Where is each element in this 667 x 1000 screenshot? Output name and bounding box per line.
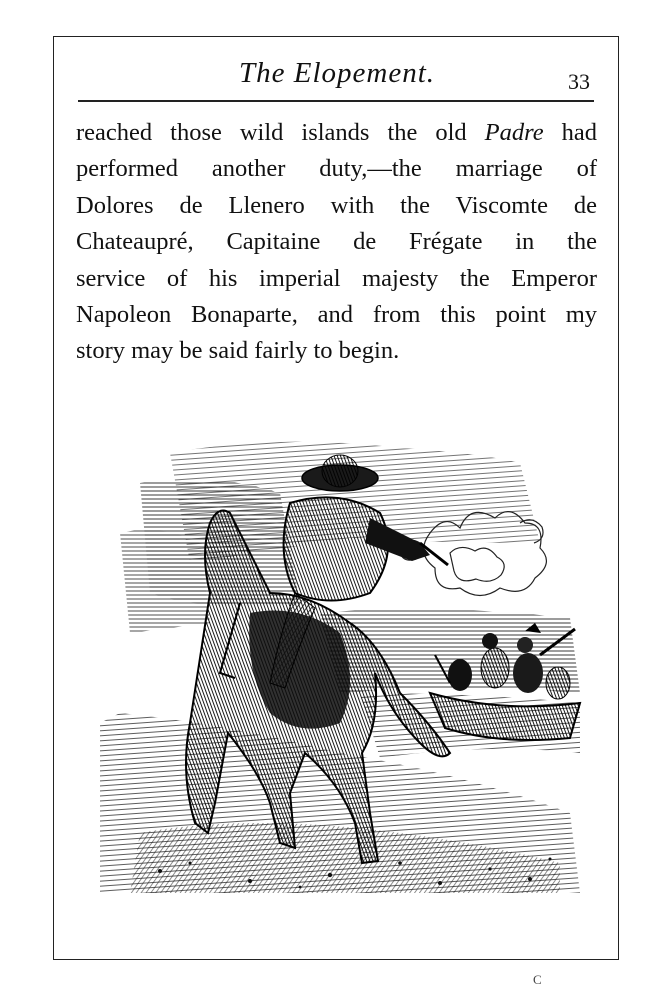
running-title: The Elopement. — [238, 57, 435, 89]
body-text — [76, 115, 597, 370]
engraving-illustration — [100, 393, 594, 893]
text-line-6: Napoleon Bonaparte, and from this point my — [76, 301, 597, 329]
italic-word: Padre — [484, 119, 544, 146]
text-run: had — [543, 119, 597, 146]
text-line-1 — [76, 115, 597, 151]
text-line-2: performed another duty,—the marriage of — [76, 155, 597, 183]
text-run: reached those wild islands the old — [76, 119, 485, 146]
text-line-7: story may be said fairly to begin. — [76, 337, 400, 365]
page-frame — [53, 36, 619, 960]
running-head — [78, 51, 596, 111]
text-line-5: service of his imperial majesty the Emperor — [76, 264, 597, 292]
stray-mark: C — [533, 972, 542, 987]
header-rule — [78, 100, 594, 102]
text-line-4: Chateaupré, Capitaine de Frégate in the — [76, 228, 597, 256]
page-number: 33 — [568, 69, 590, 94]
text-line-3: Dolores de Llenero with the Viscomte de — [76, 191, 597, 219]
